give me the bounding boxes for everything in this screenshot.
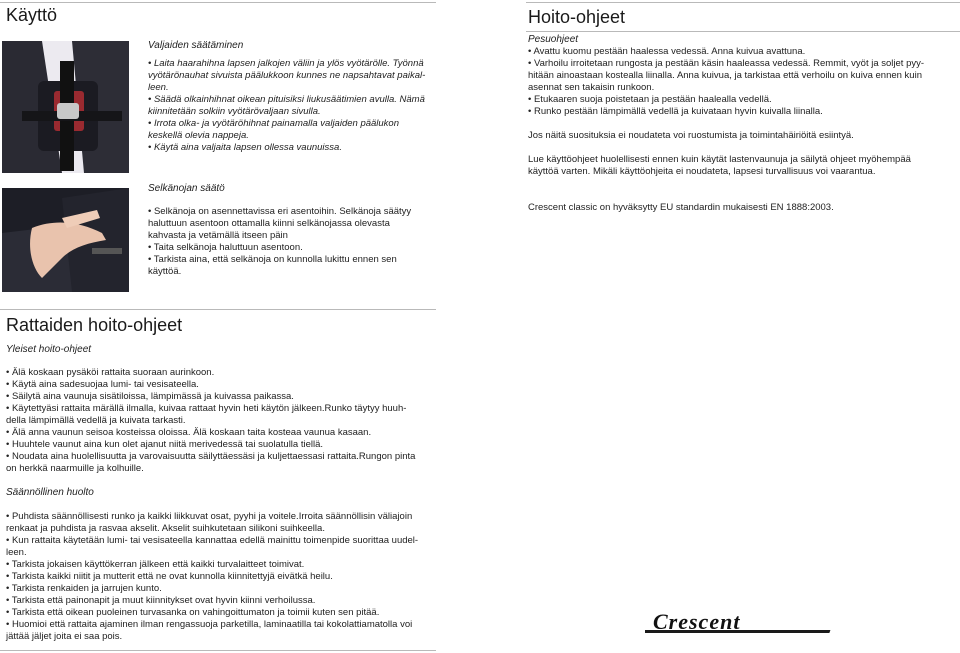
text-line: • Etukaaren suoja poistetaan ja pestään haalealla vedellä. [528,94,772,105]
care-instructions-title: Hoito-ohjeet [528,7,626,27]
text-line: leen. [148,82,169,93]
text-line: • Tarkista renkaiden ja jarrujen kunto. [6,583,162,594]
harness-photo [2,41,129,173]
top-rule-left [0,2,436,3]
text-line: • Käytä aina valjaita lapsen ollessa vaunuissa. [148,142,342,153]
stroller-care-title: Rattaiden hoito-ohjeet [6,315,183,335]
text-line: vyötärönauhat sivuista päälukkoon kunnes ne napsahtavat paikal- [148,70,426,81]
text-line: kahvasta ja vetämällä itseen päin [148,230,288,241]
text-line: • Selkänoja on asennettavissa eri asentoihin. Selkänoja säätyy [148,206,412,217]
harness-text [148,58,425,154]
text-line: renkaat ja puhdista ja rasvaa akselit. Akselit suihkutetaan silikoni suihkeella. [6,523,325,534]
text-line: della lämpimällä vedellä ja kuivata tarkasti. [6,415,186,426]
regular-maintenance-text [6,511,418,643]
general-care-heading: Yleiset hoito-ohjeet [6,344,92,355]
washing-heading: Pesuohjeet [528,34,579,45]
backrest-photo [2,188,129,292]
text-line: • Avattu kuomu pestään haalessa vedessä. Anna kuivua avattuna. [528,46,806,57]
bottom-rule-left [0,650,436,651]
text-line: käyttöä varten. Mikäli käyttöohjeita ei noudateta, lapsesi turvallisuus voi vaarantua. [528,166,876,177]
text-line: leen. [6,547,27,558]
text-line: Jos näitä suosituksia ei noudateta voi ruostumista ja toimintahäiriöitä esiintyä. [528,130,854,141]
text-line: jättää jäljet joita ei saa pois. [6,631,123,642]
text-line: • Kun rattaita käytetään lumi- tai vesisateella kannattaa edellä mainittu toimenpide suorittaa uudel- [6,535,419,546]
text-line: • Tarkista aina, että selkänoja on kunnolla lukittu ennen sen [148,254,397,265]
text-line: • Käytettyäsi rattaita märällä ilmalla, kuivaa rattaat hyvin heti käytön jälkeen.Runko täytyy huuh- [6,403,407,414]
backrest-text [148,206,411,278]
text-line: • Tarkista että painonapit ja muut kiinnitykset ovat hyvin kiinni verhoilussa. [6,595,316,606]
text-line: • Taita selkänoja haluttuun asentoon. [148,242,303,253]
svg-text:Crescent: Crescent [653,612,741,634]
text-line: asennat sen takaisin runkoon. [528,82,655,93]
text-line: hitään ainoastaan kostealla liinalla. Anna kuivua, ja tarkistaa että verhoilu on kuiva ennen kuin [528,70,922,81]
text-line: • Tarkista jokaisen käyttökerran jälkeen että kaikki turvalaitteet toimivat. [6,559,305,570]
top-rule-right [526,2,960,3]
text-line: • Huomioi että rattaita ajaminen ilman rengassuoja parketilla, laminaatilla tai kokolattiamatolla voi [6,619,413,630]
usage-title: Käyttö [6,5,58,25]
bottom-section-rule [0,309,436,310]
washing-text [528,46,924,118]
general-care-text [6,367,415,475]
text-line: • Tarkista kaikki niitit ja mutterit että ne ovat kunnolla kiinnitettyjä eivätkä heilu. [6,571,333,582]
regular-maintenance-heading: Säännöllinen huolto [6,487,94,498]
text-line: • Säädä olkainhihnat oikean pituisiksi liukusäätimien avulla. Nämä [148,94,425,105]
text-line: Crescent classic on hyväksytty EU standardin mukaisesti EN 1888:2003. [528,202,834,213]
text-line: • Runko pestään lämpimällä vedellä ja kuivataan hyvin kuivalla liinalla. [528,106,823,117]
text-line: • Laita haarahihna lapsen jalkojen väliin ja ylös vyötärölle. Työnnä [148,58,424,69]
care-title-rule [526,31,960,32]
crescent-logo [645,612,845,636]
text-line: • Älä koskaan pysäköi rattaita suoraan aurinkoon. [6,367,215,378]
read-instructions-text [528,154,911,178]
text-line: käyttöä. [148,266,182,277]
text-line: • Tarkista että oikean puoleinen turvasanka on vahingoittumaton ja toimii kuten sen pitää. [6,607,380,618]
text-line: • Älä anna vaunun seisoa kosteissa oloissa. Älä koskaan taita kosteaa vaunua kasaan. [6,427,372,438]
text-line: • Irrota olka- ja vyötäröhihnat painamalla valjaiden päälukon [148,118,400,129]
standard-text [528,202,834,214]
text-line: keskellä olevia nappeja. [148,130,249,141]
text-line: • Varhoilu irroitetaan rungosta ja pestään käsin haaleassa vedessä. Remmit, vyöt ja soljet pyy- [528,58,925,69]
text-line: on herkkä naarmuille ja kolhuille. [6,463,144,474]
text-line: • Noudata aina huolellisuutta ja varovaisuutta säilyttäessäsi ja kuljettaessasi rattaita.Rungon pinta [6,451,416,462]
text-line: kiinnitetään solkiin vyötärövaljaan sivulla. [148,106,321,117]
text-line: Lue käyttöohjeet huolellisesti ennen kuin käytät lastenvaunuja ja säilytä ohjeet myöhempää [528,154,911,165]
text-line: • Puhdista säännöllisesti runko ja kaikki liikkuvat osat, pyyhi ja voitele.Irroita säännöllisin väliajoin [6,511,413,522]
text-line: • Säilytä aina vaunuja sisätiloissa, lämpimässä ja kuivassa paikassa. [6,391,294,402]
backrest-heading: Selkänojan säätö [148,183,225,194]
warranty-text [528,130,854,142]
text-line: haluttuun asentoon ottamalla kiinni selkänojassa olevasta [148,218,390,229]
text-line: • Käytä aina sadesuojaa lumi- tai vesisateella. [6,379,199,390]
text-line: • Huuhtele vaunut aina kun olet ajanut niitä merivedessä tai suolatulla tiellä. [6,439,324,450]
harness-heading: Valjaiden säätäminen [148,40,244,51]
